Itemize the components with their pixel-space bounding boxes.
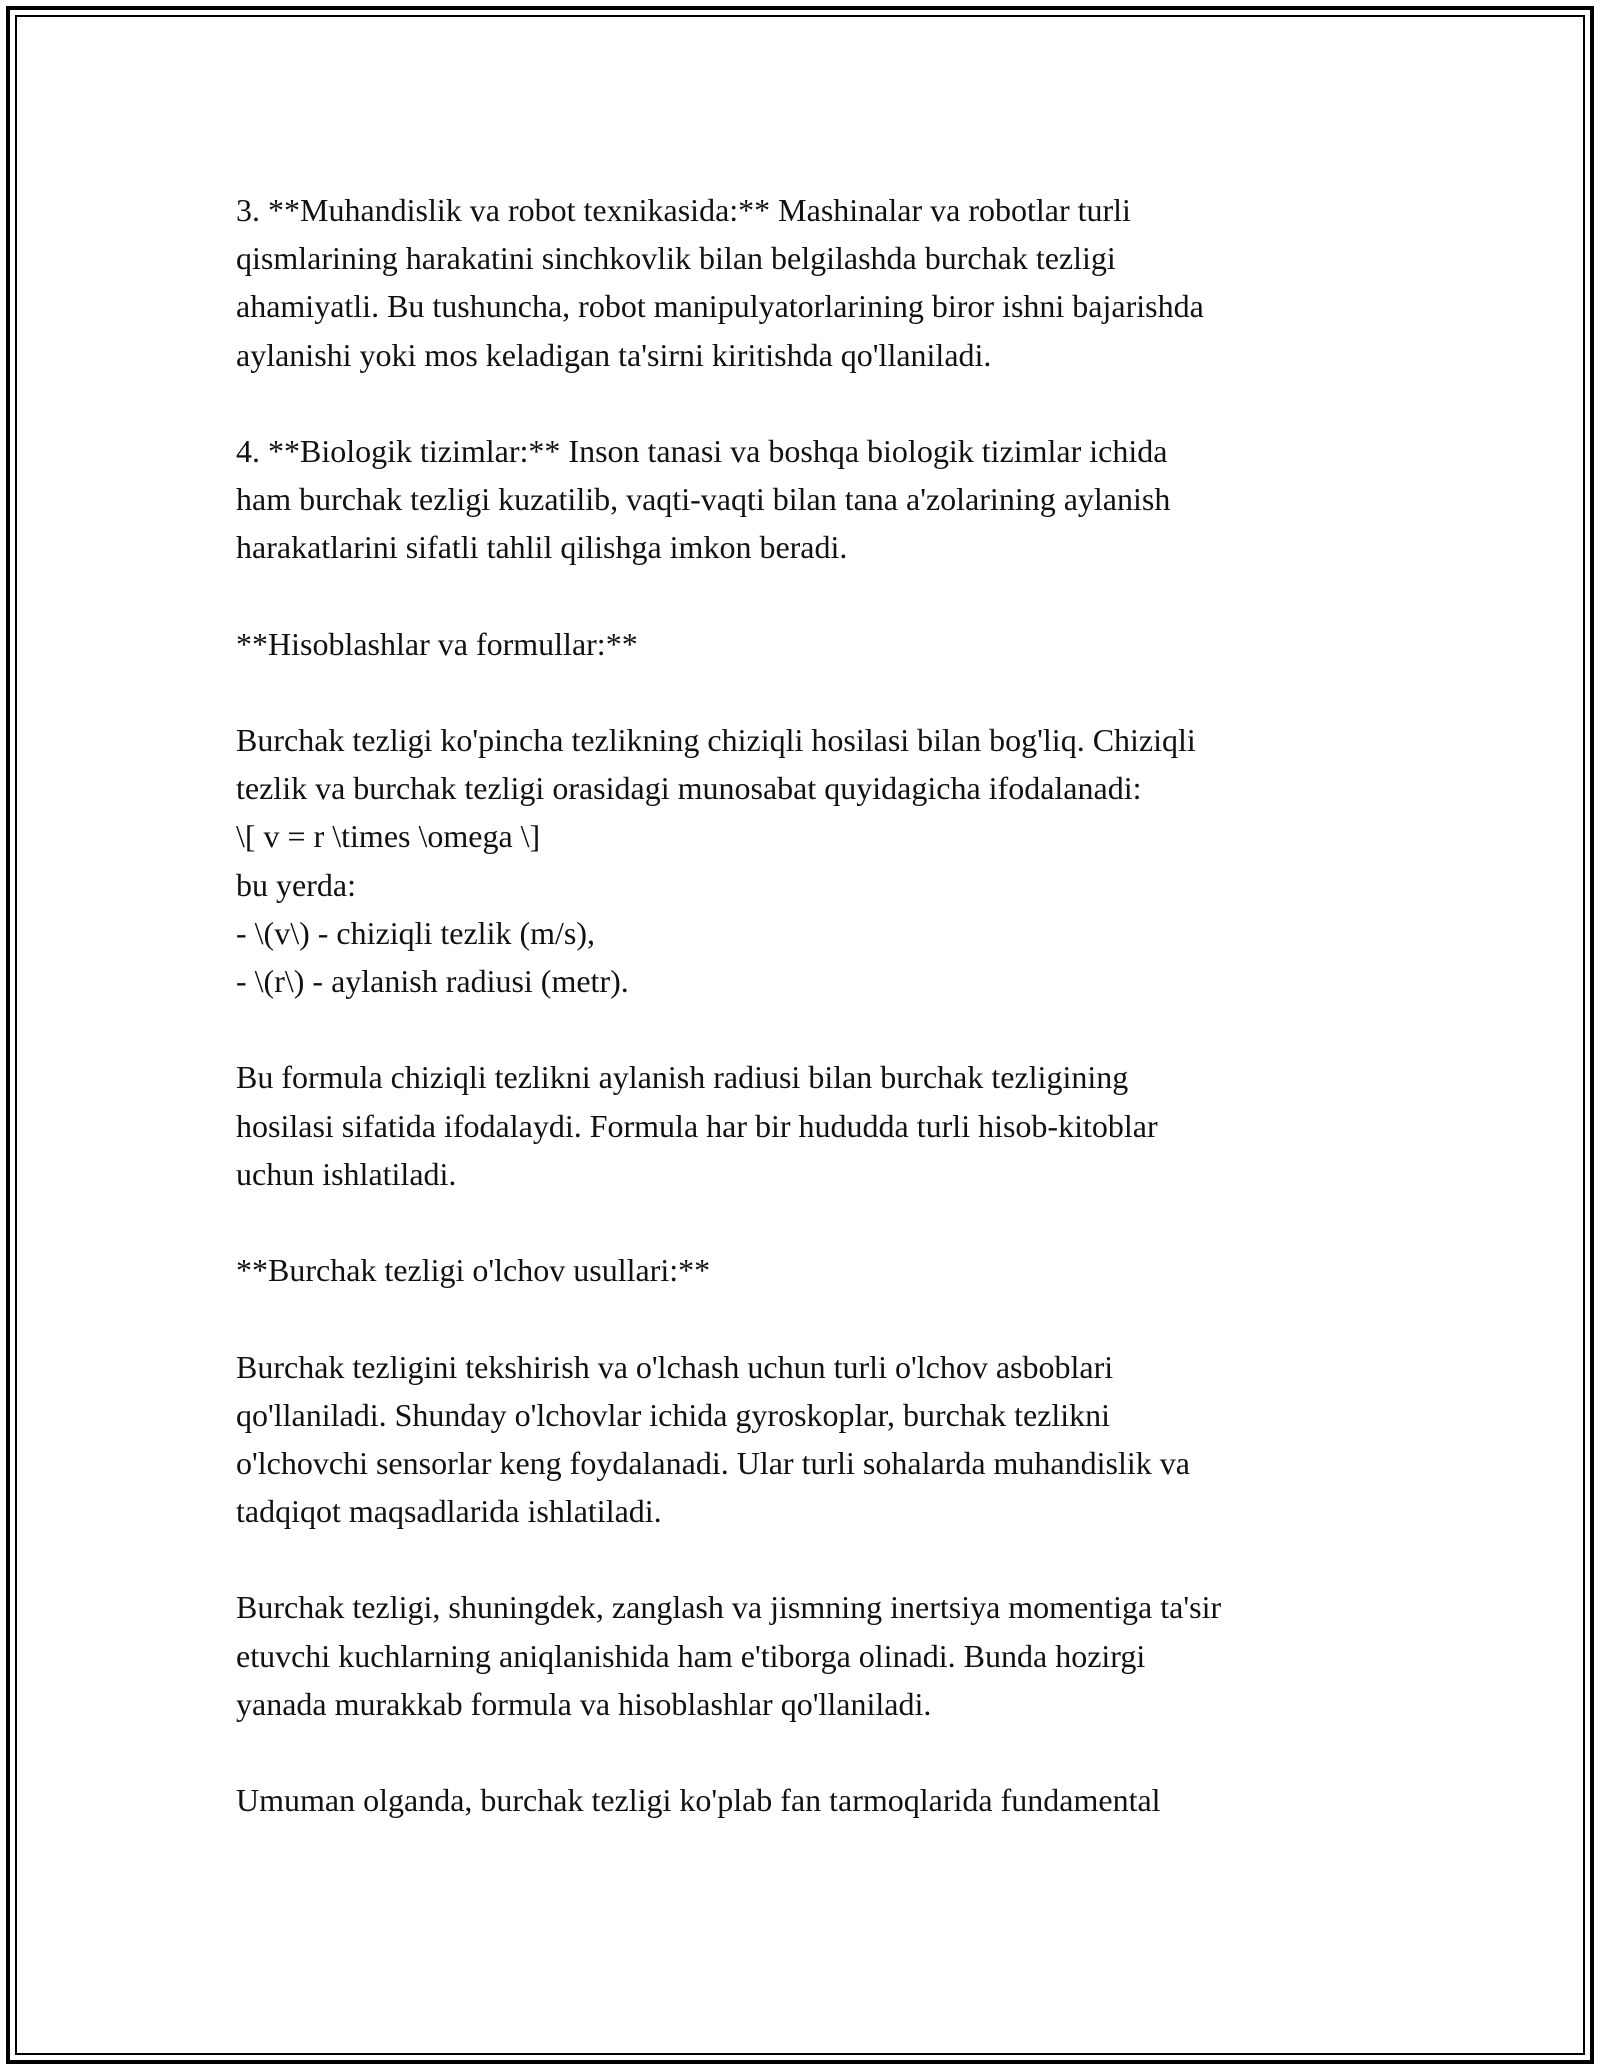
text-line: uchun ishlatiladi.	[236, 1155, 457, 1192]
text-line: 4. **Biologik tizimlar:** Inson tanasi va boshqa biologik tizimlar ichida	[236, 432, 1168, 469]
text-line: ham burchak tezligi kuzatilib, vaqti-vaqti bilan tana a'zolarining aylanish	[236, 481, 1171, 518]
blank-line	[236, 1728, 1396, 1776]
blank-line	[236, 1535, 1396, 1583]
text-line: tezlik va burchak tezligi orasidagi munosabat quyidagicha ifodalanadi:	[236, 770, 1142, 807]
blank-line	[236, 1005, 1396, 1053]
text-line: Burchak tezligini tekshirish va o'lchash uchun turli o'lchov asboblari	[236, 1348, 1114, 1385]
text-line: qo'llaniladi. Shunday o'lchovlar ichida gyroskoplar, burchak tezlikni	[236, 1396, 1111, 1433]
formula-line: \[ v = r \times \omega \]	[236, 818, 541, 855]
text-line: qismlarining harakatini sinchkovlik bilan belgilashda burchak tezligi	[236, 240, 1116, 277]
text-line: hosilasi sifatida ifodalaydi. Formula har bir hududda turli hisob-kitoblar	[236, 1107, 1158, 1144]
text-line: Burchak tezligi, shuningdek, zanglash va jismning inertsiya momentiga ta'sir	[236, 1589, 1222, 1626]
text-line: harakatlarini sifatli tahlil qilishga imkon beradi.	[236, 529, 848, 566]
text-line: Bu formula chiziqli tezlikni aylanish radiusi bilan burchak tezligining	[236, 1059, 1129, 1096]
text-line: 3. **Muhandislik va robot texnikasida:** Mashinalar va robotlar turli	[236, 192, 1131, 228]
list-item: - \(v\) - chiziqli tezlik (m/s),	[236, 914, 595, 951]
text-line: ahamiyatli. Bu tushuncha, robot manipulyatorlarining biror ishni bajarishda	[236, 288, 1204, 325]
text-line: o'lchovchi sensorlar keng foydalanadi. Ular turli sohalarda muhandislik va	[236, 1444, 1190, 1481]
list-item: - \(r\) - aylanish radiusi (metr).	[236, 963, 629, 999]
text-line: yanada murakkab formula va hisoblashlar qo'llaniladi.	[236, 1685, 932, 1722]
text-line: bu yerda:	[236, 866, 356, 903]
section-heading: **Hisoblashlar va formullar:**	[236, 625, 638, 662]
text-line: aylanishi yoki mos keladigan ta'sirni kiritishda qo'llaniladi.	[236, 336, 992, 373]
text-line: etuvchi kuchlarning aniqlanishida ham e'tiborga olinadi. Bunda hozirgi	[236, 1637, 1146, 1674]
text-line: Umuman olganda, burchak tezligi ko'plab fan tarmoqlarida fundamental	[236, 1782, 1161, 1819]
blank-line	[236, 668, 1396, 716]
blank-line	[236, 572, 1396, 620]
section-heading: **Burchak tezligi o'lchov usullari:**	[236, 1252, 711, 1289]
blank-line	[236, 379, 1396, 427]
blank-line	[236, 1294, 1396, 1342]
document-body	[236, 186, 1396, 1824]
blank-line	[236, 1198, 1396, 1246]
text-line: tadqiqot maqsadlarida ishlatiladi.	[236, 1493, 662, 1530]
text-line: Burchak tezligi ko'pincha tezlikning chiziqli hosilasi bilan bog'liq. Chiziqli	[236, 722, 1196, 759]
